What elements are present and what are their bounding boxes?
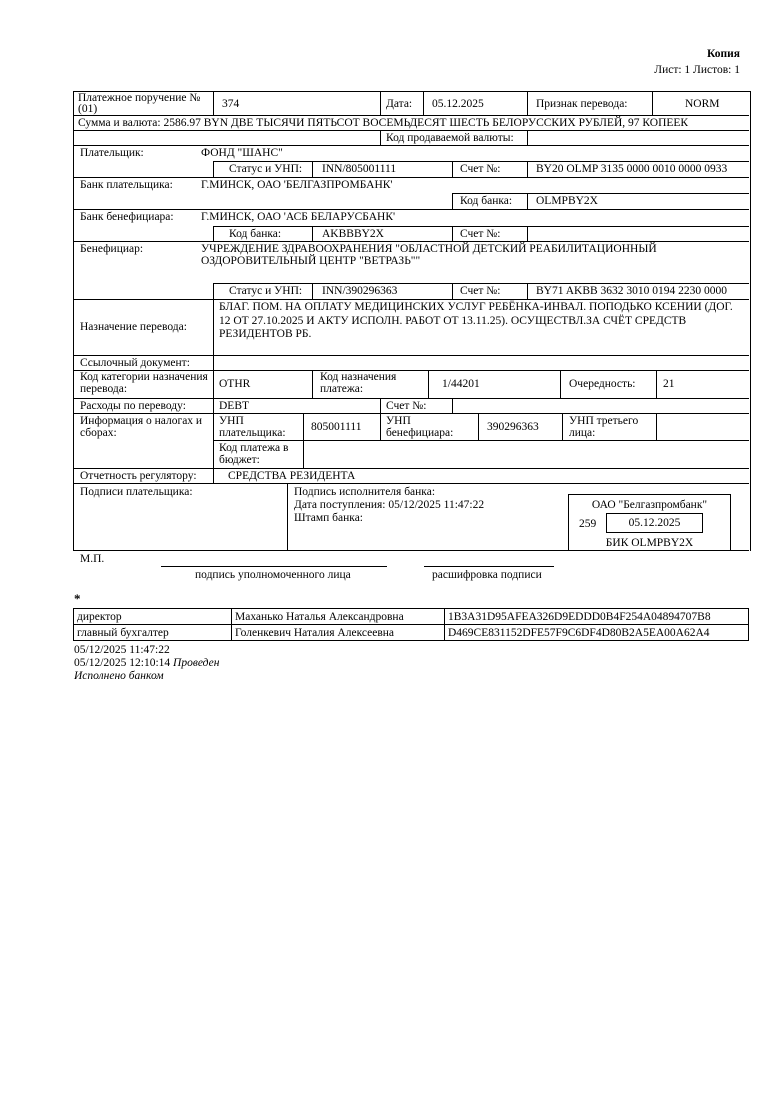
payer-status-value: INN/805001111 (322, 163, 397, 175)
beneficiary-account-value: BY71 AKBB 3632 3010 0194 2230 0000 (536, 285, 728, 297)
expenses-label: Расходы по переводу: (80, 400, 186, 412)
signer-role: директор (77, 611, 122, 623)
purpose-label: Назначение перевода: (80, 321, 187, 333)
transfer-sign-label: Признак перевода: (536, 98, 628, 110)
stamp-date: 05.12.2025 (628, 517, 681, 529)
category-value: OTHR (219, 378, 251, 390)
beneficiary-status-value: INN/390296363 (322, 285, 398, 297)
signer-hash: 1B3A31D95AFEA326D9EDDD0B4F254A04894707B8 (448, 611, 711, 623)
sign-decoding-label: расшифровка подписи (432, 569, 542, 581)
payer-name: ФОНД "ШАНС" (201, 147, 283, 159)
beneficiary-bank-account-label: Счет №: (460, 228, 501, 240)
priority-label: Очередность: (569, 378, 636, 390)
payer-status-label: Статус и УНП: (229, 163, 303, 175)
payer-bank-name: Г.МИНСК, ОАО 'БЕЛГАЗПРОМБАНК' (201, 179, 393, 191)
asterisk-mark: * (74, 591, 81, 606)
stamp-code: 259 (579, 518, 597, 530)
signer-name: Голенкевич Наталия Алексеевна (235, 627, 395, 639)
priority-value: 21 (663, 378, 675, 390)
payment-purpose-code-value: 1/44201 (442, 378, 480, 390)
payer-bank-code-label: Код банка: (460, 195, 513, 207)
authorized-sign-label: подпись уполномоченного лица (195, 569, 351, 581)
signer-role: главный бухгалтер (77, 627, 169, 639)
regulator-value: СРЕДСТВА РЕЗИДЕНТА (228, 470, 356, 482)
mp-label: М.П. (80, 553, 105, 565)
executor-signature-label: Подпись исполнителя банка: (294, 486, 436, 498)
sold-currency-label: Код продаваемой валюты: (386, 132, 514, 144)
beneficiary-account-label: Счет №: (460, 285, 501, 297)
beneficiary-bank-label: Банк бенефициара: (80, 211, 174, 223)
received-date-label: Дата поступления: 05/12/2025 11:47:22 (294, 499, 485, 511)
beneficiary-bank-name: Г.МИНСК, ОАО 'АСБ БЕЛАРУСБАНК' (201, 211, 396, 223)
date-label: Дата: (386, 98, 413, 110)
payer-bank-code-value: OLMPBY2X (536, 195, 598, 207)
payer-account-label: Счет №: (460, 163, 501, 175)
beneficiary-status-label: Статус и УНП: (229, 285, 303, 297)
beneficiary-label: Бенефициар: (80, 243, 144, 255)
stamp-bic: БИК OLMPBY2X (605, 537, 694, 549)
payer-signatures-label: Подписи плательщика: (80, 486, 193, 498)
beneficiary-unp-label: УНП бенефициара: (386, 415, 454, 439)
beneficiary-bank-code-label: Код банка: (229, 228, 282, 240)
order-label: Платежное поручение № (01) (78, 92, 201, 115)
order-number: 374 (222, 98, 240, 110)
category-label: Код категории назначения перевода: (80, 371, 208, 395)
payer-account-value: BY20 OLMP 3135 0000 0010 0000 0933 (536, 163, 728, 175)
amount-line: Сумма и валюта: 2586.97 BYN ДВЕ ТЫСЯЧИ ПЯТЬСОТ ВОСЕМЬДЕСЯТ ШЕСТЬ БЕЛОРУССКИХ РУБЛЕЙ, 97 КОПЕЕК (78, 117, 689, 129)
payment-purpose-code-label: Код назначения платежа: (320, 371, 397, 395)
payer-label: Плательщик: (80, 147, 144, 159)
stamp-bank-name: ОАО "Белгазпромбанк" (591, 499, 708, 511)
beneficiary-unp-value: 390296363 (487, 421, 539, 433)
taxes-label: Информация о налогах и сборах: (80, 415, 203, 439)
reference-doc-label: Ссылочный документ: (80, 357, 190, 369)
regulator-label: Отчетность регулятору: (80, 470, 197, 482)
beneficiary-bank-code-value: AKBBBY2X (322, 228, 384, 240)
log-line-3: Исполнено банком (74, 670, 164, 682)
expenses-value: DEBT (219, 400, 250, 412)
bank-stamp-label: Штамп банка: (294, 512, 363, 524)
expenses-account-label: Счет №: (386, 400, 427, 412)
payer-unp-value: 805001111 (311, 421, 362, 433)
purpose-text: БЛАГ. ПОМ. НА ОПЛАТУ МЕДИЦИНСКИХ УСЛУГ РЕБЁНКА-ИНВАЛ. ПОПОДЬКО КСЕНИИ (ДОГ. 12 ОТ 27.10.2025 И АКТУ ИСПОЛН. РАБОТ ОТ 13.11.25). ОСУЩЕСТВЛ.ЗА СЧЁТ СРЕДСТВ РЕЗИДЕНТОВ РБ. (219, 301, 733, 340)
budget-code-label: Код платежа в бюджет: (219, 442, 289, 466)
log-line-1: 05/12/2025 11:47:22 (74, 644, 170, 656)
signer-hash: D469CE831152DFE57F9C6DF4D80B2A5EA00A62A4 (448, 627, 710, 639)
payer-bank-label: Банк плательщика: (80, 179, 173, 191)
log-line-2-status: Проведен (173, 657, 220, 669)
signer-name: Маханько Наталья Александровна (235, 611, 404, 623)
log-line-2-time: 05/12/2025 12:10:14 (74, 657, 171, 669)
log-line-2 (74, 657, 219, 669)
sheet-info: Лист: 1 Листов: 1 (654, 64, 740, 76)
transfer-sign-value: NORM (685, 98, 720, 110)
third-party-unp-label: УНП третьего лица: (569, 415, 639, 439)
payer-unp-label: УНП плательщика: (219, 415, 286, 439)
beneficiary-name: УЧРЕЖДЕНИЕ ЗДРАВООХРАНЕНИЯ "ОБЛАСТНОЙ ДЕТСКИЙ РЕАБИЛИТАЦИОННЫЙ ОЗДОРОВИТЕЛЬНЫЙ ЦЕНТР "ВЕТРАЗЬ"" (201, 243, 657, 267)
date-value: 05.12.2025 (432, 98, 484, 110)
copy-label: Копия (707, 48, 740, 60)
